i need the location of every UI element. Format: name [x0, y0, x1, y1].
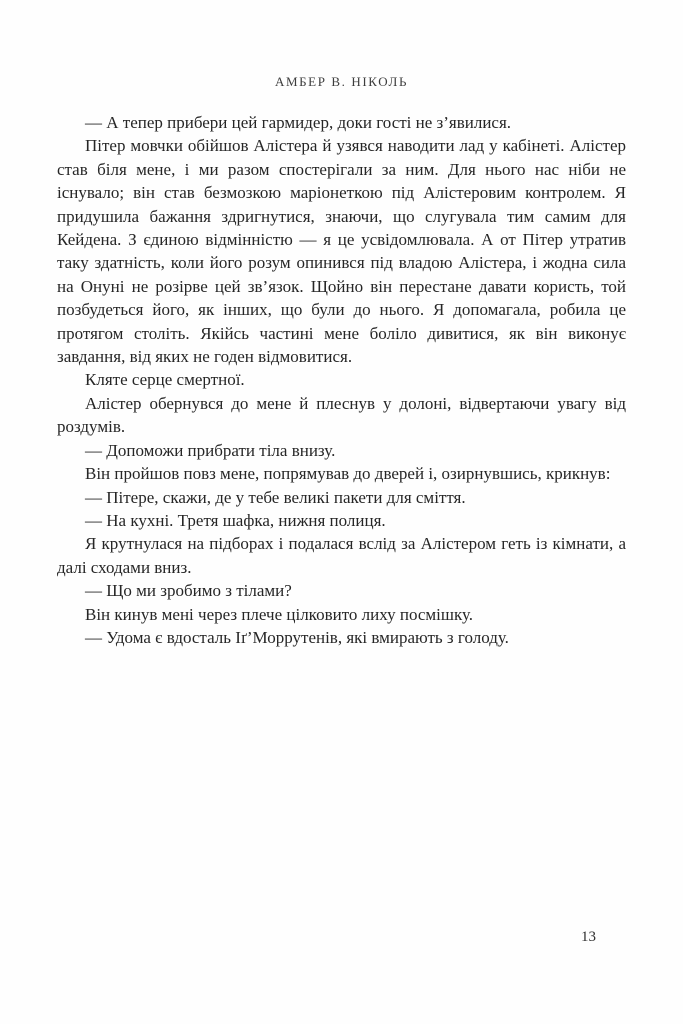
page-number: 13 [581, 929, 596, 945]
paragraph-2: Пітер мовчки обійшов Алістера й узявся наводити лад у кабінеті. Алістер став біля мене, і ми разом спостерігали за ним. Для нього нас ніби не існувало; він став безмозкою маріонеткою під Алістеровим контролем. Я придушила бажання здригнутися, знаючи, що слугувала тим самим для Кейдена. З єдиною відмінністю — я це усвідомлювала. А от Пітер утратив таку здатність, коли його розум опинився під владою Алістера, і жодна сила на Онуні не розірве цей зв’язок. Щойно він перестане давати користь, той позбудеться його, як інших, що були до нього. Я допомагала, робила це протягом століть. Якійсь частині мене боліло дивитися, як він виконує завдання, від яких не годен відмовитися. [57, 136, 626, 367]
paragraph-5: — Допоможи прибрати тіла внизу. [85, 440, 336, 460]
paragraph-6: Він пройшов повз мене, попрямував до дверей і, озирнувшись, крикнув: [85, 464, 611, 484]
paragraph-1: — А тепер прибери цей гармидер, доки гості не з’явилися. [85, 113, 512, 132]
paragraph-7: — Пітере, скажи, де у тебе великі пакети для сміття. [85, 487, 466, 507]
paragraph-10: — Що ми зробимо з тілами? [85, 581, 292, 601]
paragraph-3: Кляте серце смертної. [85, 370, 245, 390]
running-head: АМБЕР В. НІКОЛЬ [274, 74, 409, 89]
paragraph-8: — На кухні. Третя шафка, нижня полиця. [85, 510, 386, 530]
paragraph-11: Він кинув мені через плече цілковито лиху посмішку. [85, 604, 474, 624]
paragraph-4: Алістер обернувся до мене й плеснув у долоні, відвертаючи увагу від роздумів. [57, 393, 626, 437]
paragraph-12: — Удома є вдосталь Іґ’Моррутенів, які вмирають з голоду. [85, 627, 509, 647]
text-block [57, 111, 626, 649]
paragraph-9: Я крутнулася на підборах і подалася вслід за Алістером геть із кімнати, а далі сходами вниз. [57, 534, 626, 577]
